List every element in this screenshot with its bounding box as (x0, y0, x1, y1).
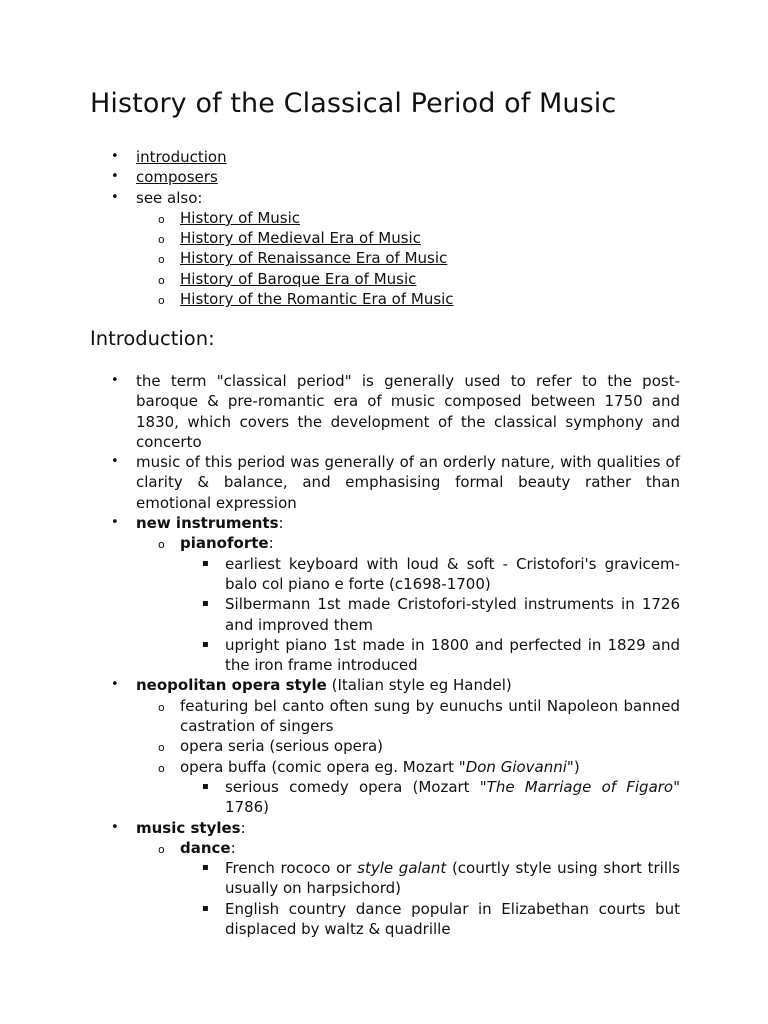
medieval-era-link[interactable]: History of Medieval Era of Music (180, 229, 421, 248)
composers-link[interactable]: composers (136, 168, 218, 187)
list-item: ▪ earliest keyboard with loud & soft - Cristofori's gravicem-balo col piano e forte (c1698-1700) (180, 554, 680, 595)
list-item-rococo (180, 858, 680, 899)
renaissance-era-link[interactable]: History of Renaissance Era of Music (180, 249, 448, 268)
list-item-pianoforte (136, 533, 680, 675)
introduction-heading: Introduction: (90, 327, 215, 350)
rococo-text: French rococo or (225, 859, 358, 878)
music-styles-label: music styles (136, 818, 241, 837)
toc-item-composers (90, 167, 690, 187)
history-of-music-link[interactable]: History of Music (180, 208, 301, 227)
toc-item-see-also (90, 188, 690, 310)
opera-style-label: neopolitan opera style (136, 676, 327, 695)
introduction-content (90, 371, 680, 939)
rococo-note: (courtly style using short trills usually on harpsichord) (225, 859, 680, 898)
list-item-opera-buffa (136, 757, 680, 818)
colon: : (268, 534, 274, 553)
dance-label: dance (180, 838, 231, 857)
see-also-label: see also: (136, 188, 203, 207)
list-item: ▪ upright piano 1st made in 1800 and perfected in 1829 and the iron frame introduced (180, 635, 680, 676)
list-item-opera (90, 675, 680, 817)
list-item: o opera seria (serious opera) (136, 736, 680, 756)
new-instruments-label: new instruments (136, 514, 279, 533)
list-item: o featuring bel canto often sung by eunuchs until Napoleon banned castration of singers (136, 696, 680, 737)
list-item: ▪ Silbermann 1st made Cristofori-styled instruments in 1726 and improved them (180, 594, 680, 635)
don-giovanni-title: "Don Giovanni" (458, 757, 574, 776)
introduction-link[interactable]: introduction (136, 148, 227, 166)
style-galant-term: style galant (357, 859, 447, 878)
colon: : (278, 514, 284, 533)
colon: : (230, 838, 236, 857)
colon: : (240, 818, 246, 837)
romantic-era-link[interactable]: History of the Romantic Era of Music (180, 290, 454, 309)
list-item: • the term "classical period" is generally used to refer to the post-baroque & pre-romantic era of music composed between 1750 and 1830, which covers the development of the classical symphony and concerto (90, 371, 680, 452)
list-item-dance (136, 838, 680, 939)
table-of-contents (90, 147, 690, 309)
list-item-new-instruments (90, 513, 680, 675)
list-item-comedy (180, 777, 680, 818)
list-item: ▪ English country dance popular in Elizabethan courts but displaced by waltz & quadrille (180, 899, 680, 940)
opera-buffa-text: opera buffa (comic opera eg. Mozart (180, 757, 459, 776)
pianoforte-label: pianoforte (180, 534, 269, 553)
baroque-era-link[interactable]: History of Baroque Era of Music (180, 269, 417, 288)
see-also-item (136, 289, 690, 309)
page-title: History of the Classical Period of Music (90, 88, 617, 119)
paren: ) (573, 757, 580, 776)
see-also-item (136, 228, 690, 248)
comedy-year: 1786) (225, 798, 270, 817)
see-also-item (136, 269, 690, 289)
see-also-item (136, 248, 690, 268)
opera-style-note: (Italian style eg Handel) (326, 676, 512, 695)
marriage-of-figaro-title: "The Marriage of Figaro" (479, 777, 681, 796)
see-also-item (136, 208, 690, 228)
list-item: • music of this period was generally of an orderly nature, with qualities of clarity & balance, and emphasising formal beauty rather than emotional expression (90, 452, 680, 513)
toc-item-introduction (90, 147, 690, 167)
list-item-music-styles (90, 818, 680, 940)
comedy-text: serious comedy opera (Mozart (225, 777, 480, 796)
